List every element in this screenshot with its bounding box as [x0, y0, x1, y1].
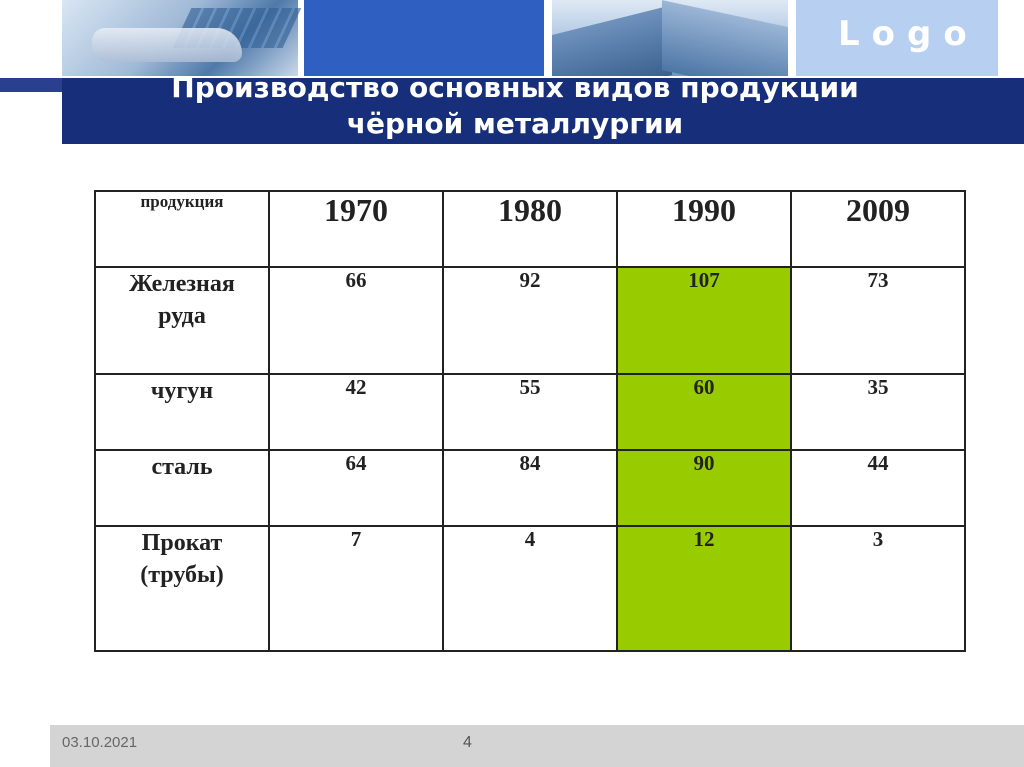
table-cell-highlighted: 12 — [617, 526, 791, 651]
page-number: 4 — [463, 734, 472, 751]
table-cell: 66 — [269, 267, 443, 374]
product-name — [95, 267, 269, 374]
product-name-line: руда — [158, 303, 206, 329]
table-row — [95, 267, 965, 374]
table-cell: 64 — [269, 450, 443, 526]
production-table — [94, 190, 966, 652]
footer-date: 03.10.2021 — [62, 734, 138, 751]
table-cell-highlighted: 107 — [617, 267, 791, 374]
title-line-2: чёрной металлургии — [346, 107, 684, 140]
table-row — [95, 526, 965, 651]
table-cell: 73 — [791, 267, 965, 374]
year-header: 2009 — [791, 191, 965, 267]
header-image-keyboard — [62, 0, 298, 76]
building-graphic — [552, 5, 672, 76]
building-graphic — [662, 0, 788, 76]
logo: Logo — [838, 14, 979, 54]
product-name-line: сталь — [151, 454, 213, 480]
product-name — [95, 374, 269, 450]
table-row — [95, 374, 965, 450]
product-name-line: (трубы) — [140, 562, 224, 588]
table-cell: 55 — [443, 374, 617, 450]
product-name-line: Железная — [129, 271, 235, 297]
title-line-1: Производство основных видов продукции — [171, 71, 859, 104]
year-header: 1980 — [443, 191, 617, 267]
table-cell: 92 — [443, 267, 617, 374]
table-cell: 3 — [791, 526, 965, 651]
corner-label: продукция — [95, 191, 269, 267]
footer-bar — [50, 725, 1024, 767]
header-blue-tile — [304, 0, 544, 76]
year-header: 1970 — [269, 191, 443, 267]
product-name — [95, 450, 269, 526]
table-cell: 7 — [269, 526, 443, 651]
table-cell-highlighted: 60 — [617, 374, 791, 450]
table-cell: 35 — [791, 374, 965, 450]
left-accent-bar — [0, 78, 62, 92]
product-name-line: Прокат — [141, 530, 223, 556]
table-cell-highlighted: 90 — [617, 450, 791, 526]
slide-title — [62, 70, 968, 142]
table-cell: 84 — [443, 450, 617, 526]
hand-graphic — [92, 28, 242, 62]
year-header: 1990 — [617, 191, 791, 267]
table-cell: 44 — [791, 450, 965, 526]
table-cell: 42 — [269, 374, 443, 450]
product-name-line: чугун — [150, 378, 214, 404]
table-row — [95, 450, 965, 526]
header-image-buildings — [552, 0, 788, 76]
product-name — [95, 526, 269, 651]
table-header-row — [95, 191, 965, 267]
table-cell: 4 — [443, 526, 617, 651]
